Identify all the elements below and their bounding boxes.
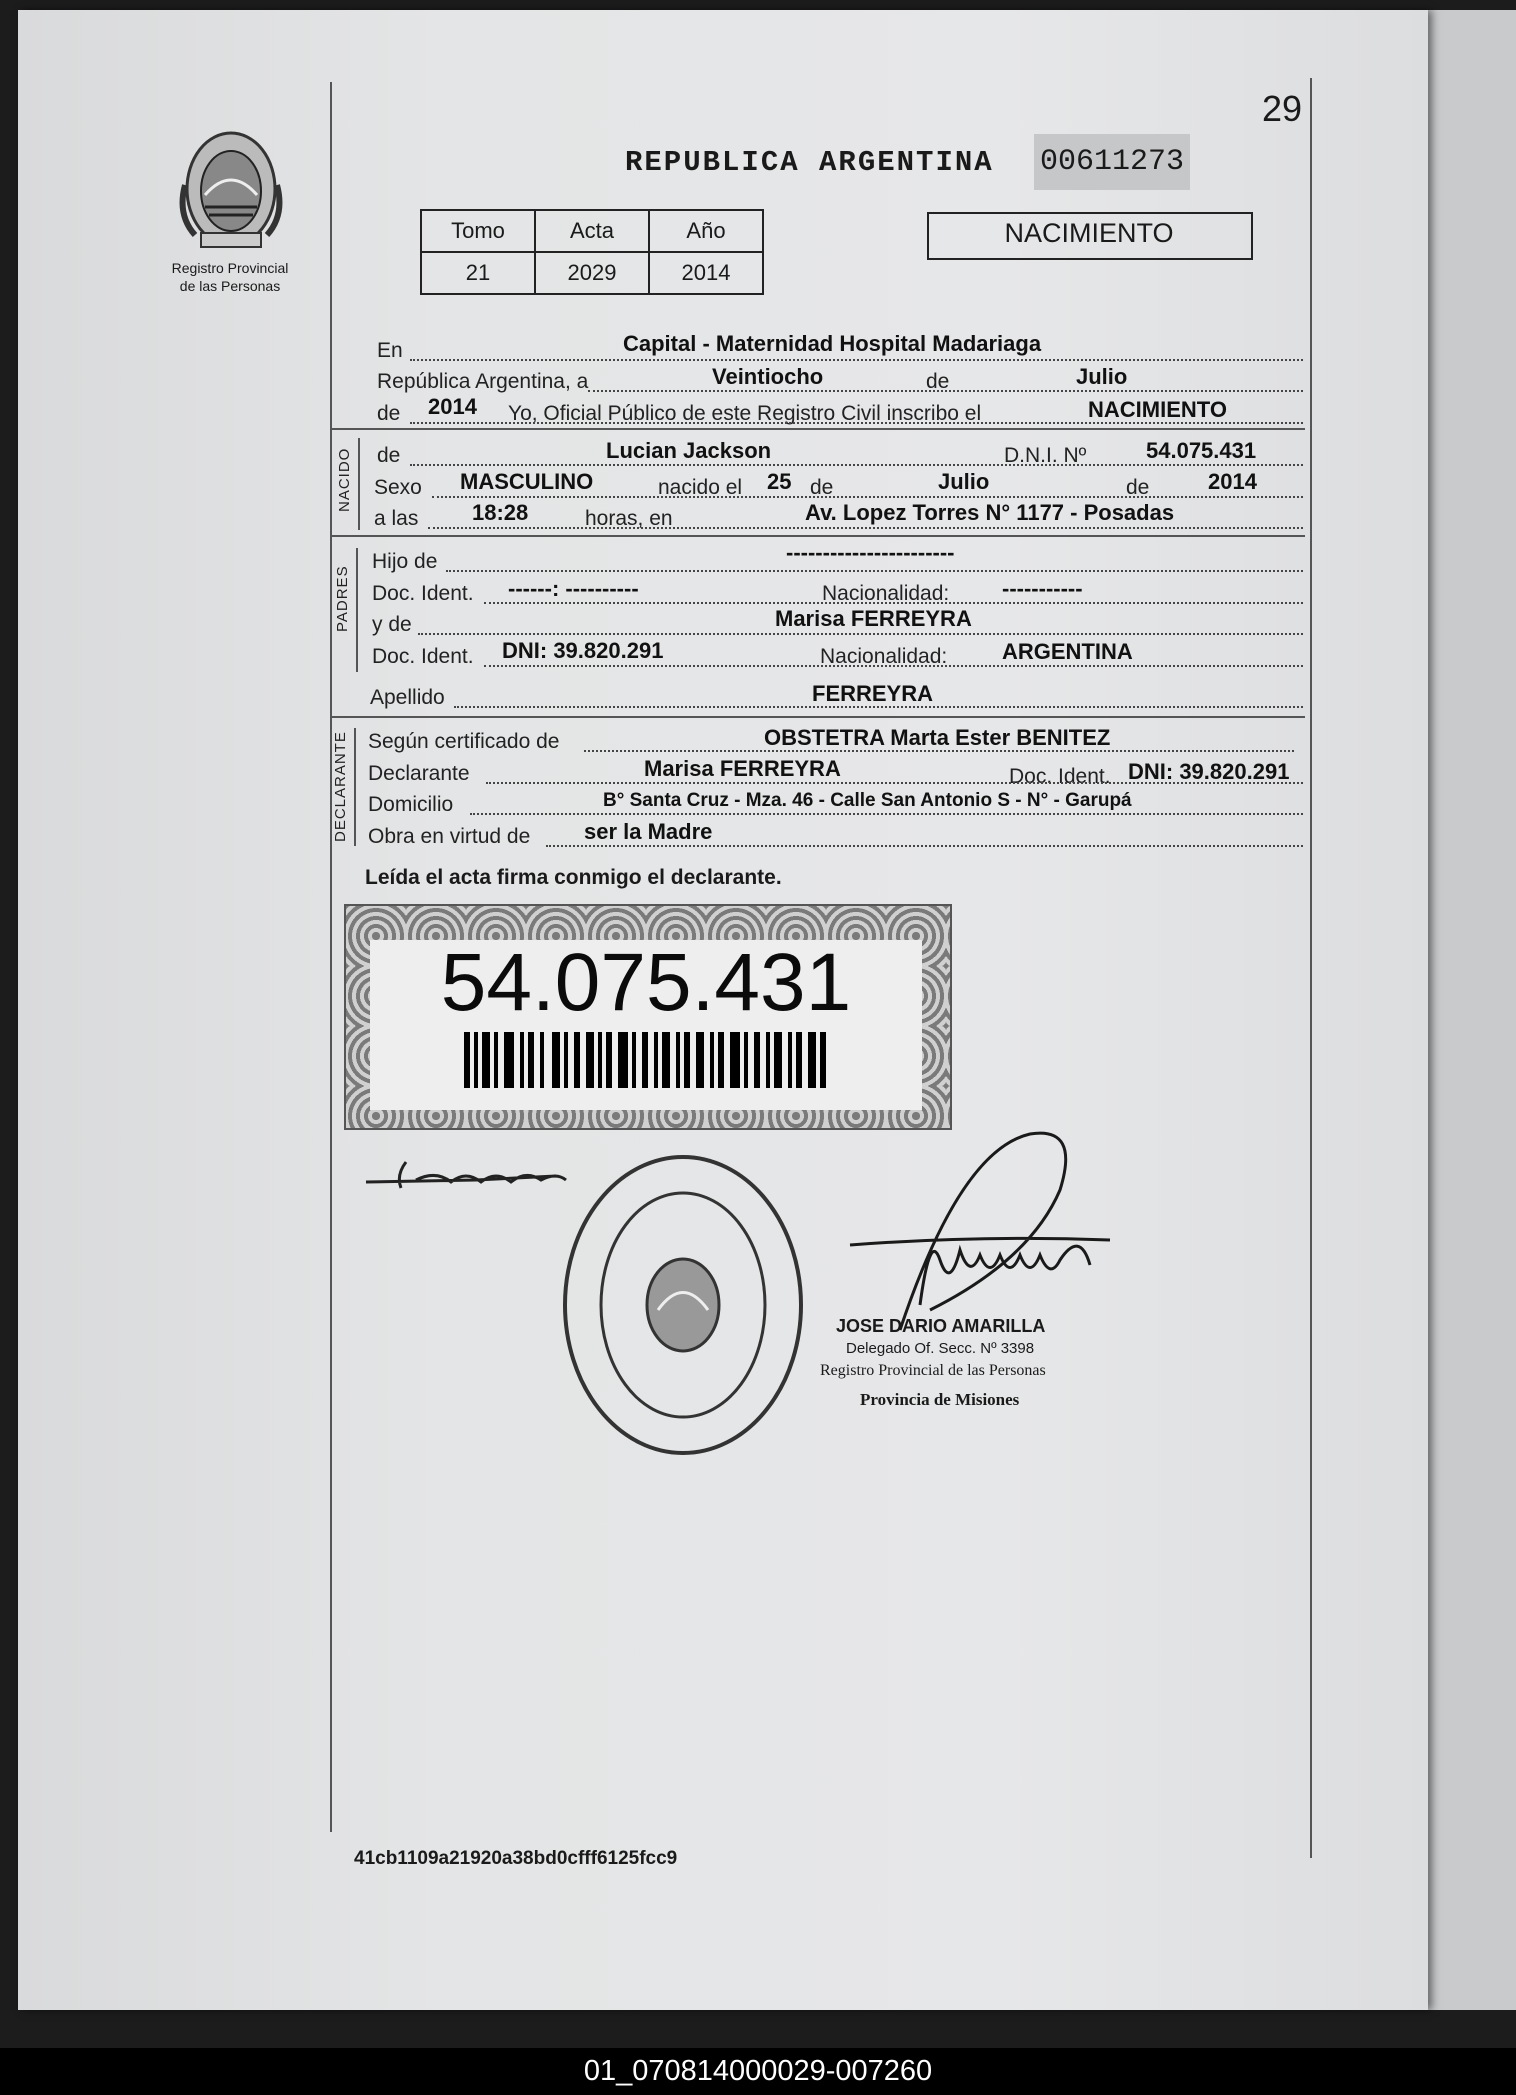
signer-title: Delegado Of. Secc. Nº 3398 [846,1340,1035,1357]
padres-bracket [356,548,358,672]
seal-icon [558,1150,808,1460]
signer-office: Registro Provincial de las Personas [820,1362,1046,1379]
label-de4: de [810,476,834,499]
divider-1 [330,428,1305,430]
value-apellido: FERREYRA [812,681,934,706]
line-declarante [486,782,1303,784]
value-declarante-doc: DNI: 39.820.291 [1128,759,1290,784]
province-logo [175,125,287,257]
side-label-nacido: NACIDO [336,447,353,512]
label-de5: de [1126,476,1150,499]
logo-caption-line1: Registro Provincial [171,260,289,276]
label-doc-ident-padre: Doc. Ident. [372,582,474,605]
line-y-de [418,633,1303,635]
line-sexo [432,496,1303,498]
line-de3 [410,464,1303,466]
acta-header: Acta [535,210,649,252]
barcode-icon [464,1032,828,1088]
side-label-declarante: DECLARANTE [332,731,349,842]
label-nacionalidad-madre: Nacionalidad: [820,645,948,668]
divider-3 [330,716,1305,718]
declarante-bracket [354,728,356,846]
value-lugar: Capital - Maternidad Hospital Madariaga [623,331,1042,356]
tomo-value: 21 [421,252,535,294]
coat-of-arms-icon [175,125,287,257]
value-obra: ser la Madre [584,819,713,844]
leida-statement: Leída el acta firma conmigo el declarante. [365,866,782,889]
value-acto: NACIMIENTO [1088,397,1227,422]
line-domicilio [470,813,1303,815]
label-de2: de [377,402,401,425]
label-obra: Obra en virtud de [368,825,531,848]
label-en: En [377,339,403,362]
value-dia-texto: Veintiocho [712,364,824,389]
value-certificado: OBSTETRA Marta Ester BENITEZ [764,725,1111,750]
line-obra [546,845,1303,847]
value-mes-texto: Julio [1076,364,1128,389]
value-padre-nac: ----------- [1002,576,1083,601]
value-padre: ----------------------- [786,540,955,565]
barcode-number: 54.075.431 [440,937,852,1028]
logo-caption-line2: de las Personas [179,278,281,294]
barcode [464,1032,828,1093]
file-name-footer: 01_070814000029-007260 [0,2048,1516,2095]
value-nombre: Lucian Jackson [606,438,772,463]
line-apellido [454,706,1303,708]
acta-value: 2029 [535,252,649,294]
label-apellido: Apellido [370,686,445,709]
label-domicilio: Domicilio [368,793,454,816]
label-nacido-el: nacido el [658,476,743,499]
adjacent-page [1418,10,1516,2010]
label-declarante: Declarante [368,762,470,785]
signature-icon [356,1140,576,1200]
label-sexo: Sexo [374,476,422,499]
signer-name: JOSE DARIO AMARILLA [836,1316,1046,1336]
label-de3: de [377,444,401,467]
label-horas-en: horas, en [585,507,673,530]
value-hora: 18:28 [472,500,529,525]
nacido-bracket [358,438,360,530]
line-en [410,359,1303,361]
line-segun [584,750,1294,752]
label-hijo-de: Hijo de [372,550,438,573]
value-madre-nac: ARGENTINA [1002,639,1133,664]
line-hijo-de [446,570,1303,572]
tomo-header: Tomo [421,210,535,252]
label-republica: República Argentina, a [377,370,589,393]
tomo-acta-anio-table [420,209,764,295]
label-doc-ident-declarante: Doc. Ident. [1009,765,1111,788]
value-domicilio: B° Santa Cruz - Mza. 46 - Calle San Antonio S - N° - Garupá [603,790,1132,811]
value-declarante: Marisa FERREYRA [644,756,841,781]
value-sexo: MASCULINO [460,469,594,494]
label-dni: D.N.I. Nº [1004,444,1087,467]
label-y-de: y de [372,613,412,636]
label-doc-ident-madre: Doc. Ident. [372,645,474,668]
label-nacionalidad-padre: Nacionalidad: [822,582,950,605]
line-a-las [428,527,1303,529]
divider-2 [330,535,1305,537]
value-mes: Julio [938,469,990,494]
right-margin-line [1310,78,1312,1858]
value-dni: 54.075.431 [1146,438,1257,463]
document-hash: 41cb1109a21920a38bd0cfff6125fcc9 [354,1848,678,1869]
serial-number: 00611273 [1034,134,1190,190]
label-yo: Yo, Oficial Público de este Registro Civil inscribo el [508,402,982,425]
value-madre-doc: DNI: 39.820.291 [502,638,664,663]
anio-value: 2014 [649,252,763,294]
certificate-type: NACIMIENTO [1004,218,1174,248]
label-segun: Según certificado de [368,730,560,753]
line-doc-padre [484,602,1303,604]
value-dia: 25 [767,469,792,494]
value-madre: Marisa FERREYRA [775,606,972,631]
signer-province: Provincia de Misiones [860,1390,1020,1409]
anio-header: Año [649,210,763,252]
value-padre-doc: ------: ---------- [508,576,639,601]
header-title: REPUBLICA ARGENTINA [625,146,994,179]
declarant-signature [356,1140,576,1205]
side-label-padres: PADRES [334,565,351,632]
line-doc-madre [484,665,1303,667]
label-de1: de [926,370,950,393]
value-anio-nac: 2014 [1208,469,1257,494]
page-number: 29 [1262,88,1303,129]
value-anio: 2014 [428,394,477,419]
value-lugar-nac: Av. Lopez Torres N° 1177 - Posadas [805,500,1175,525]
left-margin-line [330,82,332,1832]
label-a-las: a las [374,507,419,530]
official-seal [558,1150,808,1465]
